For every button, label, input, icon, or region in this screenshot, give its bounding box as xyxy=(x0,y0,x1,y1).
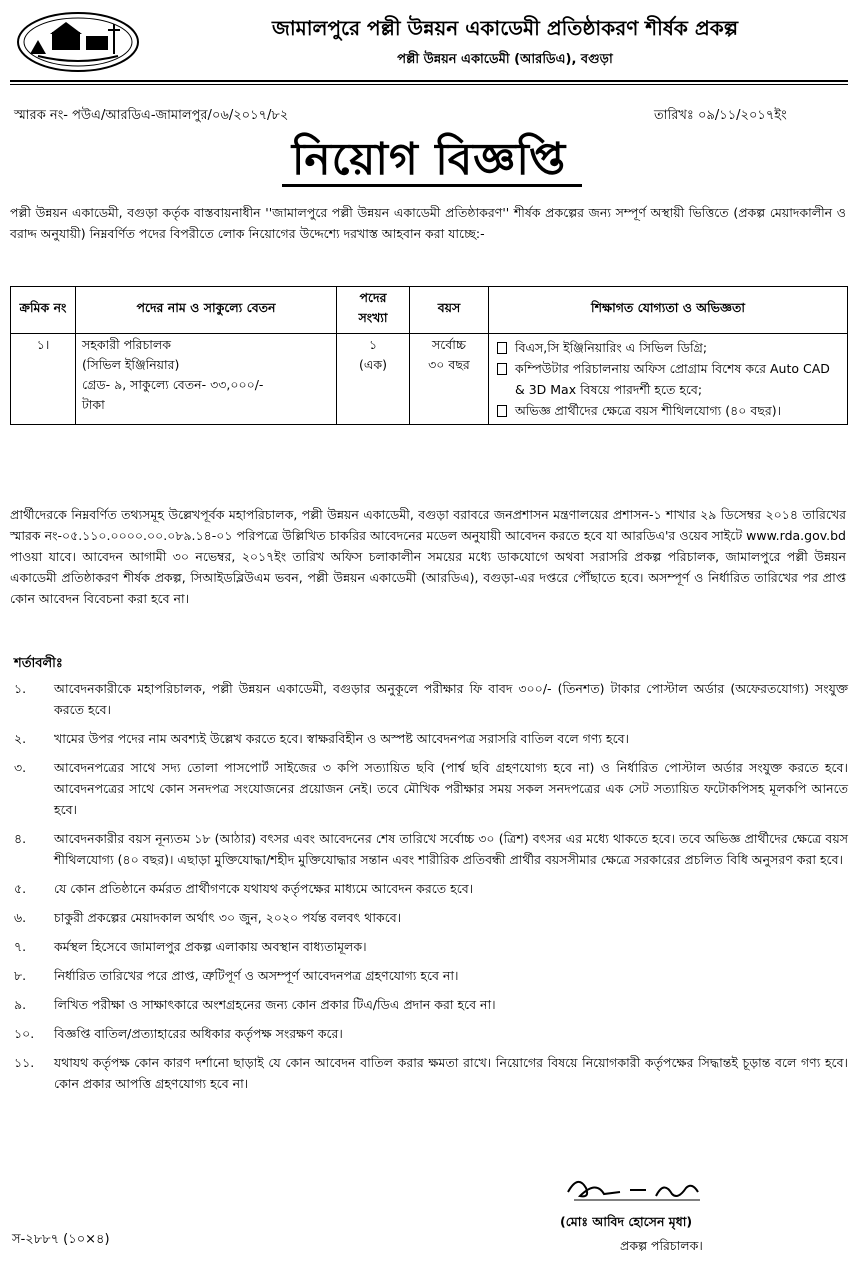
list-item: ৭. কর্মস্থল হিসেবে জামালপুর প্রকল্প এলাকায় অবস্থান বাধ্যতামূলক। xyxy=(14,939,367,954)
col-age: বয়স xyxy=(410,287,489,334)
application-paragraph: প্রার্থীদেরকে নিম্নবর্ণিত তথ্যসমূহ উল্লেখপূর্বক মহাপরিচালক, পল্লী উন্নয়ন একাডেমী, বগুড়া বরাবরে জনপ্রশাসন মন্ত্রণালয়ের প্রশাসন-১ শাখার ২৯ ডিসেম্বর ২০১৪ তারিখের স্মারক নং-০৫.১১০.০০০০.০০.০৮৯.১৪-০১ পরিপত্রে উল্লিখিত চাকরির আবেদনের মডেল অনুযায়ী আবেদন করতে হবে যা আরডিএ'র ওয়েব সাইটে www.rda.gov.bd পাওয়া যাবে। আবেদন আগামী ৩০ নভেম্বর, ২০১৭ইং তারিখ অফিস চলাকালীন সময়ের মধ্যে ডাকযোগে অথবা সরাসরি প্রকল্প পরিচালক, জামালপুরে পল্লী উন্নয়ন একাডেমী প্রতিষ্ঠাকরণ শীর্ষক প্রকল্প, সিআইডব্লিউএম ভবন, পল্লী উন্নয়ন একাডেমী (আরডিএ), বগুড়া-এর দপ্তরে পৌঁছাতে হবে। অসম্পূর্ণ ও নির্ধারিত তারিখের পর প্রাপ্ত কোন আবেদন বিবেচনা করা হবে না। xyxy=(10,507,846,606)
notice-title: নিয়োগ বিজ্ঞপ্তি xyxy=(291,134,567,185)
age-value: ৩০ বছর xyxy=(428,357,470,372)
memo-date: তারিখঃ ০৯/১১/২০১৭ইং xyxy=(654,108,787,123)
list-item: ২. খামের উপর পদের নাম অবশ্যই উল্লেখ করতে হবে। স্বাক্ষরবিহীন ও অস্পষ্ট আবেদনপত্র সরাসরি বাতিল বলে গণ্য হবে। xyxy=(14,731,630,746)
col-qualification: শিক্ষাগত যোগ্যতা ও অভিজ্ঞতা xyxy=(489,287,848,334)
count-number: ১ xyxy=(368,337,378,352)
list-item: ৩. আবেদনপত্রের সাথে সদ্য তোলা পাসপোর্ট সাইজের ৩ কপি সত্যায়িত ছবি (পার্শ্ব ছবি গ্রহণযোগ্য হবে না) ও নির্ধারিত পোস্টাল অর্ডার সংযুক্ত করতে হবে। আবেদনপত্রের সাথে কোন সনদপত্র সংযোজনের প্রয়োজন নেই। তবে মৌখিক পরীক্ষার সময় সকল সনদপত্রের এক সেট সত্যায়িত ফটোকপিসহ মূলকপি আনতে হবে। xyxy=(14,760,848,817)
col-serial: ক্রমিক নং xyxy=(11,287,76,334)
list-item: ৯. লিখিত পরীক্ষা ও সাক্ষাৎকারে অংশগ্রহনের জন্য কোন প্রকার টিএ/ডিএ প্রদান করা হবে না। xyxy=(14,997,496,1012)
list-item: বিএস,সি ইঞ্জিনিয়ারিং এ সিভিল ডিগ্রি; xyxy=(495,337,841,358)
list-item: ১. আবেদনকারীকে মহাপরিচালক, পল্লী উন্নয়ন একাডেমী, বগুড়ার অনুকূলে পরীক্ষার ফি বাবদ ৩০০/- (তিনশত) টাকার পোস্টাল অর্ডার (অফেরতযোগ্য) সংযুক্ত করতে হবে। xyxy=(14,681,848,717)
row-qualification xyxy=(489,334,848,425)
title-underline xyxy=(282,184,582,187)
post-salary-unit: টাকা xyxy=(82,397,105,412)
memo-number: স্মারক নং- পউএ/আরডিএ-জামালপুর/০৬/২০১৭/৮২ xyxy=(14,108,289,123)
organization-subtitle: পল্লী উন্নয়ন একাডেমী (আরডিএ), বগুড়া xyxy=(397,52,613,67)
list-item: ১১. যথাযথ কর্তৃপক্ষ কোন কারণ দর্শানো ছাড়াই যে কোন আবেদন বাতিল করার ক্ষমতা রাখে। নিয়োগের বিষয়ে নিয়োগকারী কর্তৃপক্ষের সিদ্ধান্তই চূড়ান্ত বলে গণ্য হবে। কোন প্রকার আপত্তি গ্রহণযোগ্য হবে না। xyxy=(14,1055,848,1091)
intro-paragraph: পল্লী উন্নয়ন একাডেমী, বগুড়া কর্তৃক বাস্তবায়নাধীন ''জামালপুরে পল্লী উন্নয়ন একাডেমী প্রতিষ্ঠাকরণ'' শীর্ষক প্রকল্পের জন্য সম্পূর্ণ অস্থায়ী ভিত্তিতে (প্রকল্প মেয়াদকালীন ও বরাদ্দ অনুযায়ী) নিম্নবর্ণিত পদের বিপরীতে লোক নিয়োগের উদ্দেশ্যে দরখাস্ত আহবান করা যাচ্ছে:- xyxy=(10,205,846,241)
document-header xyxy=(10,8,848,78)
checkbox-bullet-icon xyxy=(497,405,507,417)
signatory-name: (মোঃ আবিদ হোসেন মৃধা) xyxy=(560,1214,693,1229)
row-post xyxy=(76,334,337,425)
col-count: পদের সংখ্যা xyxy=(337,287,410,334)
list-item: ৫. যে কোন প্রতিষ্ঠানে কর্মরত প্রার্থীগণকে যথাযথ কর্তৃপক্ষের মাধ্যমে আবেদন করতে হবে। xyxy=(14,881,474,896)
post-name: সহকারী পরিচালক xyxy=(82,337,171,352)
table-header-row xyxy=(11,287,848,334)
list-item: ৬. চাকুরী প্রকল্পের মেয়াদকাল অর্থাৎ ৩০ জুন, ২০২০ পর্যন্ত বলবৎ থাকবে। xyxy=(14,910,402,925)
col-post: পদের নাম ও সাকুল্যে বেতন xyxy=(76,287,337,334)
list-item: কম্পিউটার পরিচালনায় অফিস প্রোগ্রাম বিশেষ করে Auto CAD & 3D Max বিষয়ে পারদর্শী হতে হবে; xyxy=(495,358,841,400)
row-serial: ১। xyxy=(11,334,76,425)
table-row xyxy=(11,334,848,425)
header-divider xyxy=(10,80,848,82)
header-divider-thin xyxy=(10,84,848,85)
checkbox-bullet-icon xyxy=(497,363,507,375)
post-salary: গ্রেড- ৯, সাকুল্যে বেতন- ৩৩,০০০/- xyxy=(82,377,264,392)
rda-logo-icon xyxy=(14,10,142,74)
list-item: অভিজ্ঞ প্রার্থীদের ক্ষেত্রে বয়স শীথিলযোগ্য (৪০ বছর)। xyxy=(495,400,841,421)
checkbox-bullet-icon xyxy=(497,342,507,354)
posts-table xyxy=(10,286,848,425)
count-words: (এক) xyxy=(358,357,387,372)
qualification-list xyxy=(495,337,841,421)
conditions-heading: শর্তাবলীঃ xyxy=(14,656,63,671)
list-item: ৪. আবেদনকারীর বয়স নূন্যতম ১৮ (আঠার) বৎসর এবং আবেদনের শেষ তারিখে সর্বোচ্চ ৩০ (ত্রিশ) বৎসর এর মধ্যে থাকতে হবে। তবে অভিজ্ঞ প্রার্থীদের ক্ষেত্রে বয়স শীথিলযোগ্য (৪০ বছর)। এছাড়া মুক্তিযোদ্ধা/শহীদ মুক্তিযোদ্ধার সন্তান এবং শারীরিক প্রতিবন্ধী প্রার্থীর বয়সসীমার ক্ষেত্রে সরকারের প্রচলিত বিধি অনুসরণ করা হবে। xyxy=(14,831,848,867)
age-label: সর্বোচ্চ xyxy=(432,337,466,352)
post-designation: (সিভিল ইঞ্জিনিয়ার) xyxy=(82,357,180,372)
list-item: ১০. বিজ্ঞপ্তি বাতিল/প্রত্যাহারের অধিকার কর্তৃপক্ষ সংরক্ষণ করে। xyxy=(14,1026,343,1041)
row-count xyxy=(337,334,410,425)
list-item: ৮. নির্ধারিত তারিখের পরে প্রাপ্ত, ত্রুটিপূর্ণ ও অসম্পূর্ণ আবেদনপত্র গ্রহণযোগ্য হবে না। xyxy=(14,968,459,983)
project-title: জামালপুরে পল্লী উন্নয়ন একাডেমী প্রতিষ্ঠাকরণ শীর্ষক প্রকল্প xyxy=(271,16,739,40)
signatory-title: প্রকল্প পরিচালক। xyxy=(620,1238,703,1253)
handwritten-signature-icon xyxy=(560,1170,710,1208)
conditions-list xyxy=(14,678,848,1102)
reference-code: স-২৮৮৭ (১০×৪) xyxy=(12,1232,110,1247)
row-age xyxy=(410,334,489,425)
